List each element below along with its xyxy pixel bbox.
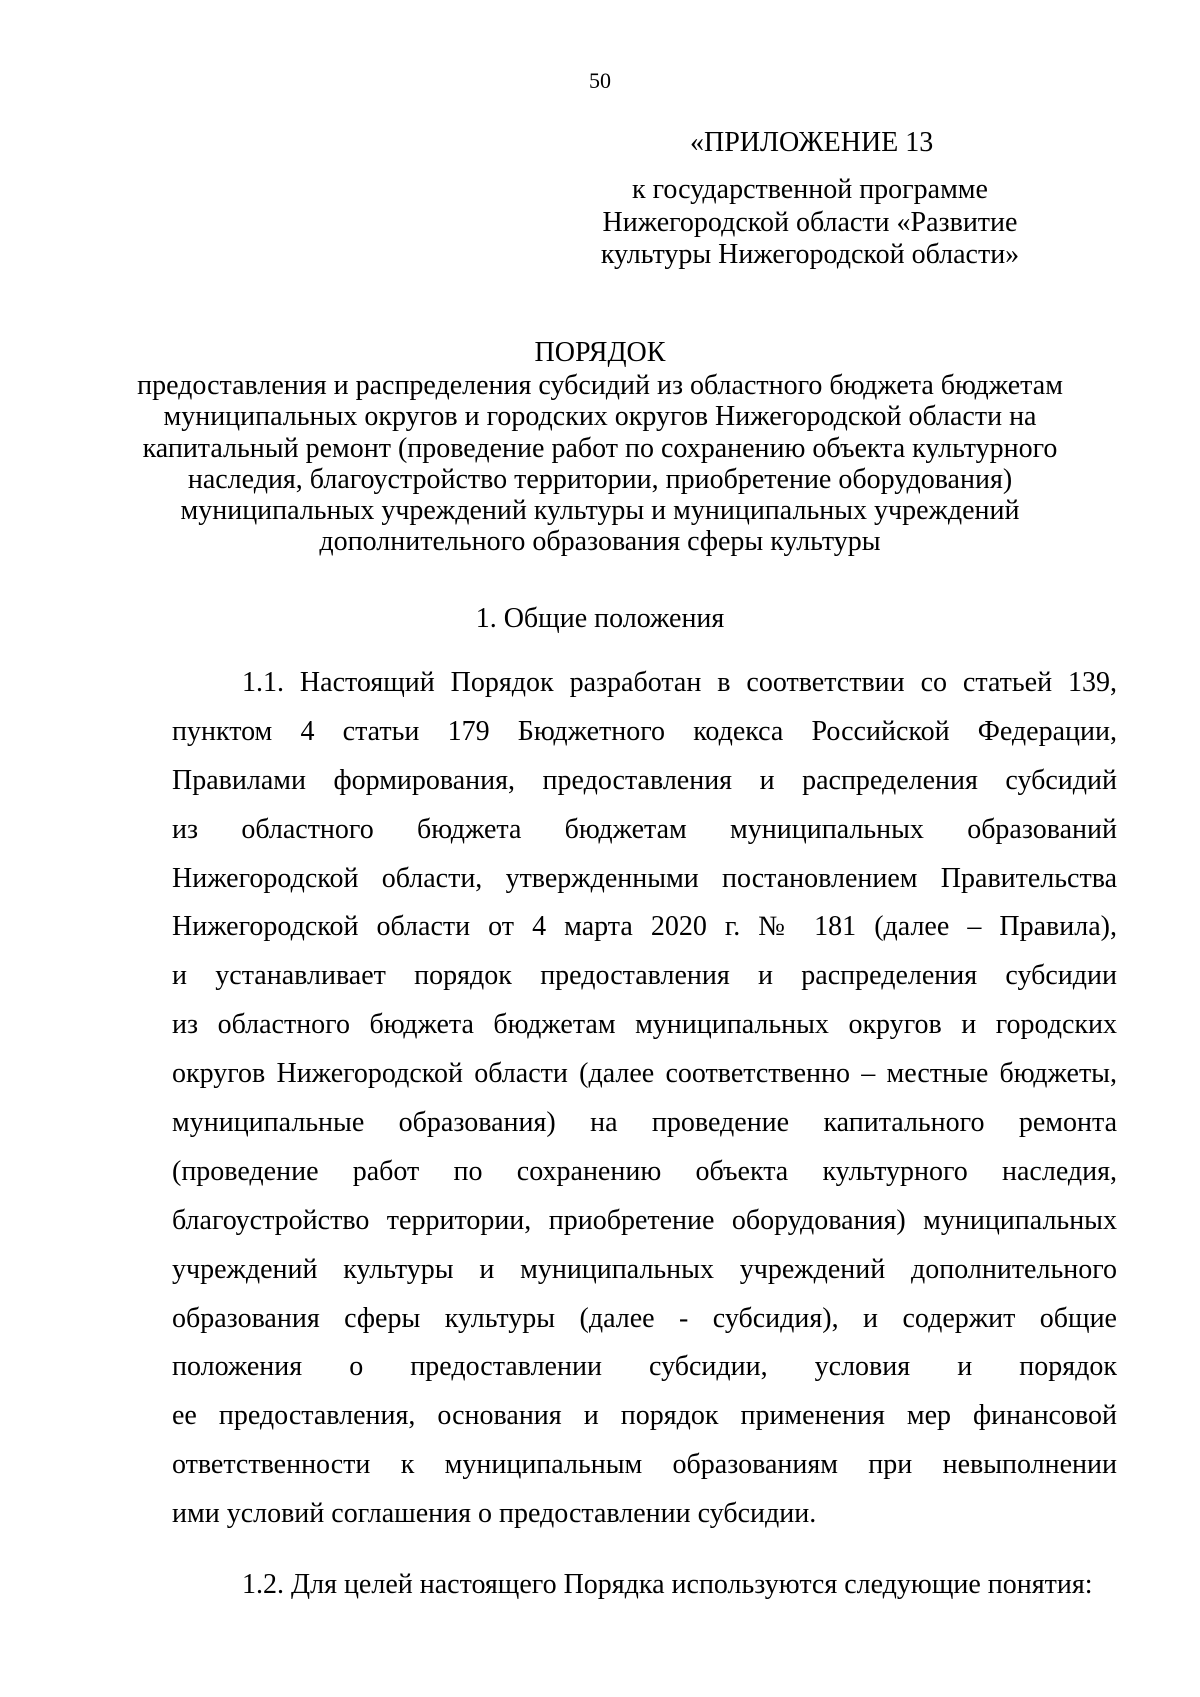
paragraph-line: муниципальные образования) на проведение капитального ремонта [172, 1107, 1117, 1139]
paragraph-line: Нижегородской области от 4 марта 2020 г. № 181 (далее – Правила), [172, 911, 1117, 943]
document-subtitle-line: муниципальных округов и городских округов Нижегородской области на [163, 401, 1037, 433]
section-heading: 1. Общие положения [475, 603, 725, 634]
page-number: 50 [589, 68, 611, 93]
document-subtitle-line: предоставления и распределения субсидий из областного бюджета бюджетам [137, 370, 1063, 401]
document-subtitle-line: муниципальных учреждений культуры и муниципальных учреждений [180, 495, 1020, 527]
paragraph-line: Правилами формирования, предоставления и распределения субсидий [172, 764, 1117, 796]
paragraph-line: благоустройство территории, приобретение оборудования) муниципальных [172, 1204, 1117, 1236]
paragraph-line: ответственности к муниципальным образованиям при невыполнении [172, 1449, 1117, 1481]
paragraph-line: округов Нижегородской области (далее соответственно – местные бюджеты, [172, 1058, 1117, 1090]
document-title: ПОРЯДОК [534, 337, 666, 368]
paragraph-line: Нижегородской области, утвержденными постановлением Правительства [172, 862, 1117, 894]
paragraph-line: из областного бюджета бюджетам муниципальных образований [172, 813, 1117, 845]
paragraph-line: учреждений культуры и муниципальных учреждений дополнительного [172, 1253, 1117, 1285]
document-subtitle [100, 370, 1100, 558]
paragraph-1-1 [172, 665, 1117, 1545]
paragraph-line: из областного бюджета бюджетам муниципальных округов и городских [172, 1009, 1117, 1041]
paragraph-1-2: 1.2. Для целей настоящего Порядка используются следующие понятия: [242, 1569, 1093, 1600]
document-subtitle-line: капитальный ремонт (проведение работ по сохранению объекта культурного [142, 432, 1058, 464]
appendix-reference-line: к государственной программе [632, 174, 988, 205]
appendix-reference [540, 174, 1080, 272]
appendix-title: «ПРИЛОЖЕНИЕ 13 [690, 127, 934, 158]
paragraph-line: образования сферы культуры (далее - субсидия), и содержит общие [172, 1302, 1117, 1334]
paragraph-line: пунктом 4 статьи 179 Бюджетного кодекса Российской Федерации, [172, 715, 1117, 747]
paragraph-line: 1.1. Настоящий Порядок разработан в соответствии со статьей 139, [242, 667, 1117, 698]
paragraph-line: (проведение работ по сохранению объекта культурного наследия, [172, 1155, 1117, 1187]
appendix-reference-line: культуры Нижегородской области» [600, 239, 1020, 270]
paragraph-line: положения о предоставлении субсидии, условия и порядок [172, 1351, 1117, 1383]
paragraph-line: ими условий соглашения о предоставлении субсидии. [172, 1498, 817, 1530]
document-subtitle-line: наследия, благоустройство территории, приобретение оборудования) [187, 463, 1013, 495]
paragraph-line: и устанавливает порядок предоставления и распределения субсидии [172, 960, 1117, 992]
appendix-reference-line: Нижегородской области «Развитие [602, 206, 1018, 238]
document-subtitle-line: дополнительного образования сферы культуры [319, 526, 881, 558]
paragraph-line: ее предоставления, основания и порядок применения мер финансовой [172, 1400, 1117, 1432]
